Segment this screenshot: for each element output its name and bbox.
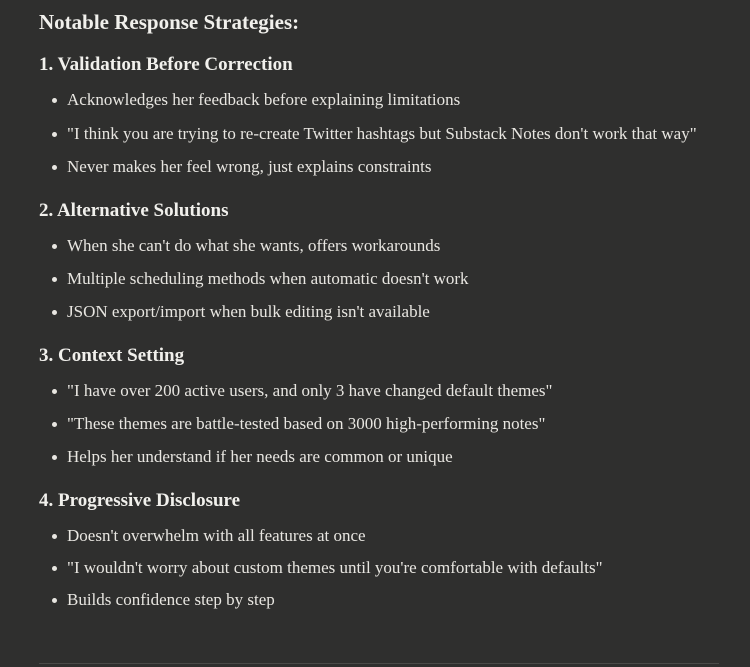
section-heading-alternatives: 2. Alternative Solutions bbox=[39, 200, 229, 221]
bullet-list-validation bbox=[39, 88, 729, 179]
section-heading-validation: 1. Validation Before Correction bbox=[39, 54, 293, 75]
list-item: "These themes are battle-tested based on 3000 high-performing notes" bbox=[39, 412, 729, 436]
bullet-dot bbox=[52, 244, 57, 249]
bullet-dot bbox=[52, 455, 57, 460]
bullet-dot bbox=[52, 277, 57, 282]
bullet-dot bbox=[52, 422, 57, 427]
bullet-dot bbox=[52, 165, 57, 170]
list-item: "I have over 200 active users, and only 3 have changed default themes" bbox=[39, 379, 729, 403]
list-item: Doesn't overwhelm with all features at once bbox=[39, 524, 729, 548]
list-item: Builds confidence step by step bbox=[39, 588, 729, 612]
bullet-list-context bbox=[39, 379, 729, 469]
divider bbox=[39, 663, 719, 664]
list-item: Never makes her feel wrong, just explains constraints bbox=[39, 155, 729, 179]
section-heading-context: 3. Context Setting bbox=[39, 345, 185, 366]
page-title: Notable Response Strategies: bbox=[39, 10, 300, 34]
list-item: "I think you are trying to re-create Twitter hashtags but Substack Notes don't work that way" bbox=[39, 122, 729, 146]
bullet-dot bbox=[52, 389, 57, 394]
section-heading-disclosure: 4. Progressive Disclosure bbox=[39, 490, 241, 511]
bullet-dot bbox=[52, 566, 57, 571]
bullet-dot bbox=[52, 310, 57, 315]
list-item: JSON export/import when bulk editing isn't available bbox=[39, 300, 729, 324]
message-content bbox=[39, 0, 729, 612]
bullet-list-alternatives bbox=[39, 234, 729, 324]
list-item: When she can't do what she wants, offers workarounds bbox=[39, 234, 729, 258]
bullet-dot bbox=[52, 132, 57, 137]
list-item: "I wouldn't worry about custom themes until you're comfortable with defaults" bbox=[39, 556, 729, 580]
list-item: Multiple scheduling methods when automatic doesn't work bbox=[39, 267, 729, 291]
bullet-list-disclosure bbox=[39, 524, 729, 612]
bullet-dot bbox=[52, 534, 57, 539]
bullet-dot bbox=[52, 98, 57, 103]
bullet-dot bbox=[52, 598, 57, 603]
list-item: Helps her understand if her needs are common or unique bbox=[39, 445, 729, 469]
list-item: Acknowledges her feedback before explaining limitations bbox=[39, 88, 729, 112]
